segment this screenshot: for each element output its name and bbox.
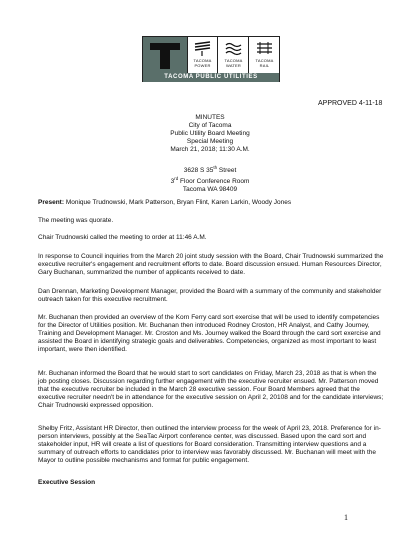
division-line1: TACOMA: [255, 58, 274, 63]
paragraph-interview-process: Shelby Fritz, Assistant HR Director, then outlined the interview process for the week of April 23, 2018. Preference for in-person interviews, possibly at the SeaTac Airport conference center, was discussed. Based upon the card sort and stakeholder input, HR will create a list of questions for Board consideration. Transmitting interview questions and a summary of outreach efforts to candidates prior to interview was favorably discussed. Mr. Buchanan will meet with the Mayor to outline possible mechanisms and format for public engagement.: [38, 425, 381, 464]
address-suffix: th: [213, 165, 218, 170]
street-address: [0, 164, 420, 175]
page-number: 1: [344, 513, 348, 522]
paragraph-card-sort: Mr. Buchanan then provided an overview of the Korn Ferry card sort exercise that will be used to identify competencies for the Director of Utilities position. Mr. Buchanan then introduced Rodney Croston, HR Analyst, and Cathy Journey, Training and Development Manager. Mr. Croston and Ms. Journey walked the Board through the card sort exercise and assisted the Board in identifying strategic goals and deliverables. Competencies, organized as most important to least important, were then identified.: [38, 314, 381, 353]
division-line1: TACOMA: [224, 58, 243, 63]
paragraph-outreach-summary: Dan Drennan, Marketing Development Manager, provided the Board with a summary of the community and stakeholder outreach taken for this executive recruitment.: [38, 288, 382, 303]
tacoma-public-utilities-logo: [142, 36, 280, 82]
water-wave-icon: [225, 41, 242, 57]
city-zip: Tacoma WA 98409: [182, 186, 238, 194]
address-street: Street: [217, 167, 237, 175]
paragraph-candidate-sort: Mr. Buchanan informed the Board that he would start to sort candidates on Friday, March 23, 2018 as that is when the job posting closes. Discussion regarding further engagement with the executive recruiter ensued. Mr. Patterson moved that the executive recruiter be included in the March 28 executive session. Four Board Members agreed that the executive recruiter needn't be in attendance for the executive session on April 2, 20108 and for the candidate interviews; Chair Trudnowski expressed opposition.: [38, 370, 384, 409]
logo-bar-text: TACOMA PUBLIC UTILITIES: [143, 73, 279, 82]
floor-number: 3: [170, 178, 175, 186]
power-icon: [194, 41, 211, 57]
power-division: [187, 37, 218, 73]
quorum-paragraph: The meeting was quorate.: [38, 217, 114, 224]
call-to-order-paragraph: Chair Trudnowski called the meeting to order at 11:46 A.M.: [38, 234, 207, 241]
division-line2: POWER: [194, 62, 211, 68]
present-names: Monique Trudnowski, Mark Patterson, Bryan Flint, Karen Larkin, Woody Jones: [64, 199, 292, 206]
t-letter-icon: [143, 37, 188, 73]
division-line1: TACOMA: [193, 58, 212, 63]
paragraph-council-inquiries: In response to Council inquiries from the March 20 joint study session with the Board, Chair Trudnowski summarized the executive recruiter's engagement and recruitment efforts to date. Board discussion ensued. Human Resources Director, Gary Buchanan, summarized the number of applicants received to date.: [38, 253, 384, 276]
board-name: Public Utility Board Meeting: [170, 130, 250, 137]
floor-room: [0, 175, 420, 186]
org-name: City of Tacoma: [188, 122, 232, 129]
meeting-type: Special Meeting: [186, 138, 234, 145]
floor-room-text: Floor Conference Room: [178, 178, 250, 186]
division-line2: RAIL: [259, 62, 270, 68]
present-label: Present:: [38, 199, 65, 206]
floor-suffix: rd: [174, 176, 179, 182]
address-number: 3628 S 35: [183, 167, 214, 175]
water-division: [218, 37, 249, 73]
rail-division: [249, 37, 280, 73]
minutes-title: MINUTES: [195, 114, 225, 121]
division-line2: WATER: [226, 62, 241, 68]
present-line: [38, 199, 384, 207]
meeting-location: [0, 164, 420, 194]
section-heading-executive-session: Executive Session: [38, 479, 96, 486]
rail-track-icon: [256, 41, 273, 57]
approved-stamp: APPROVED 4-11-18: [318, 100, 383, 107]
meeting-datetime: March 21, 2018; 11:30 A.M.: [170, 146, 250, 153]
minutes-header: [0, 114, 420, 154]
